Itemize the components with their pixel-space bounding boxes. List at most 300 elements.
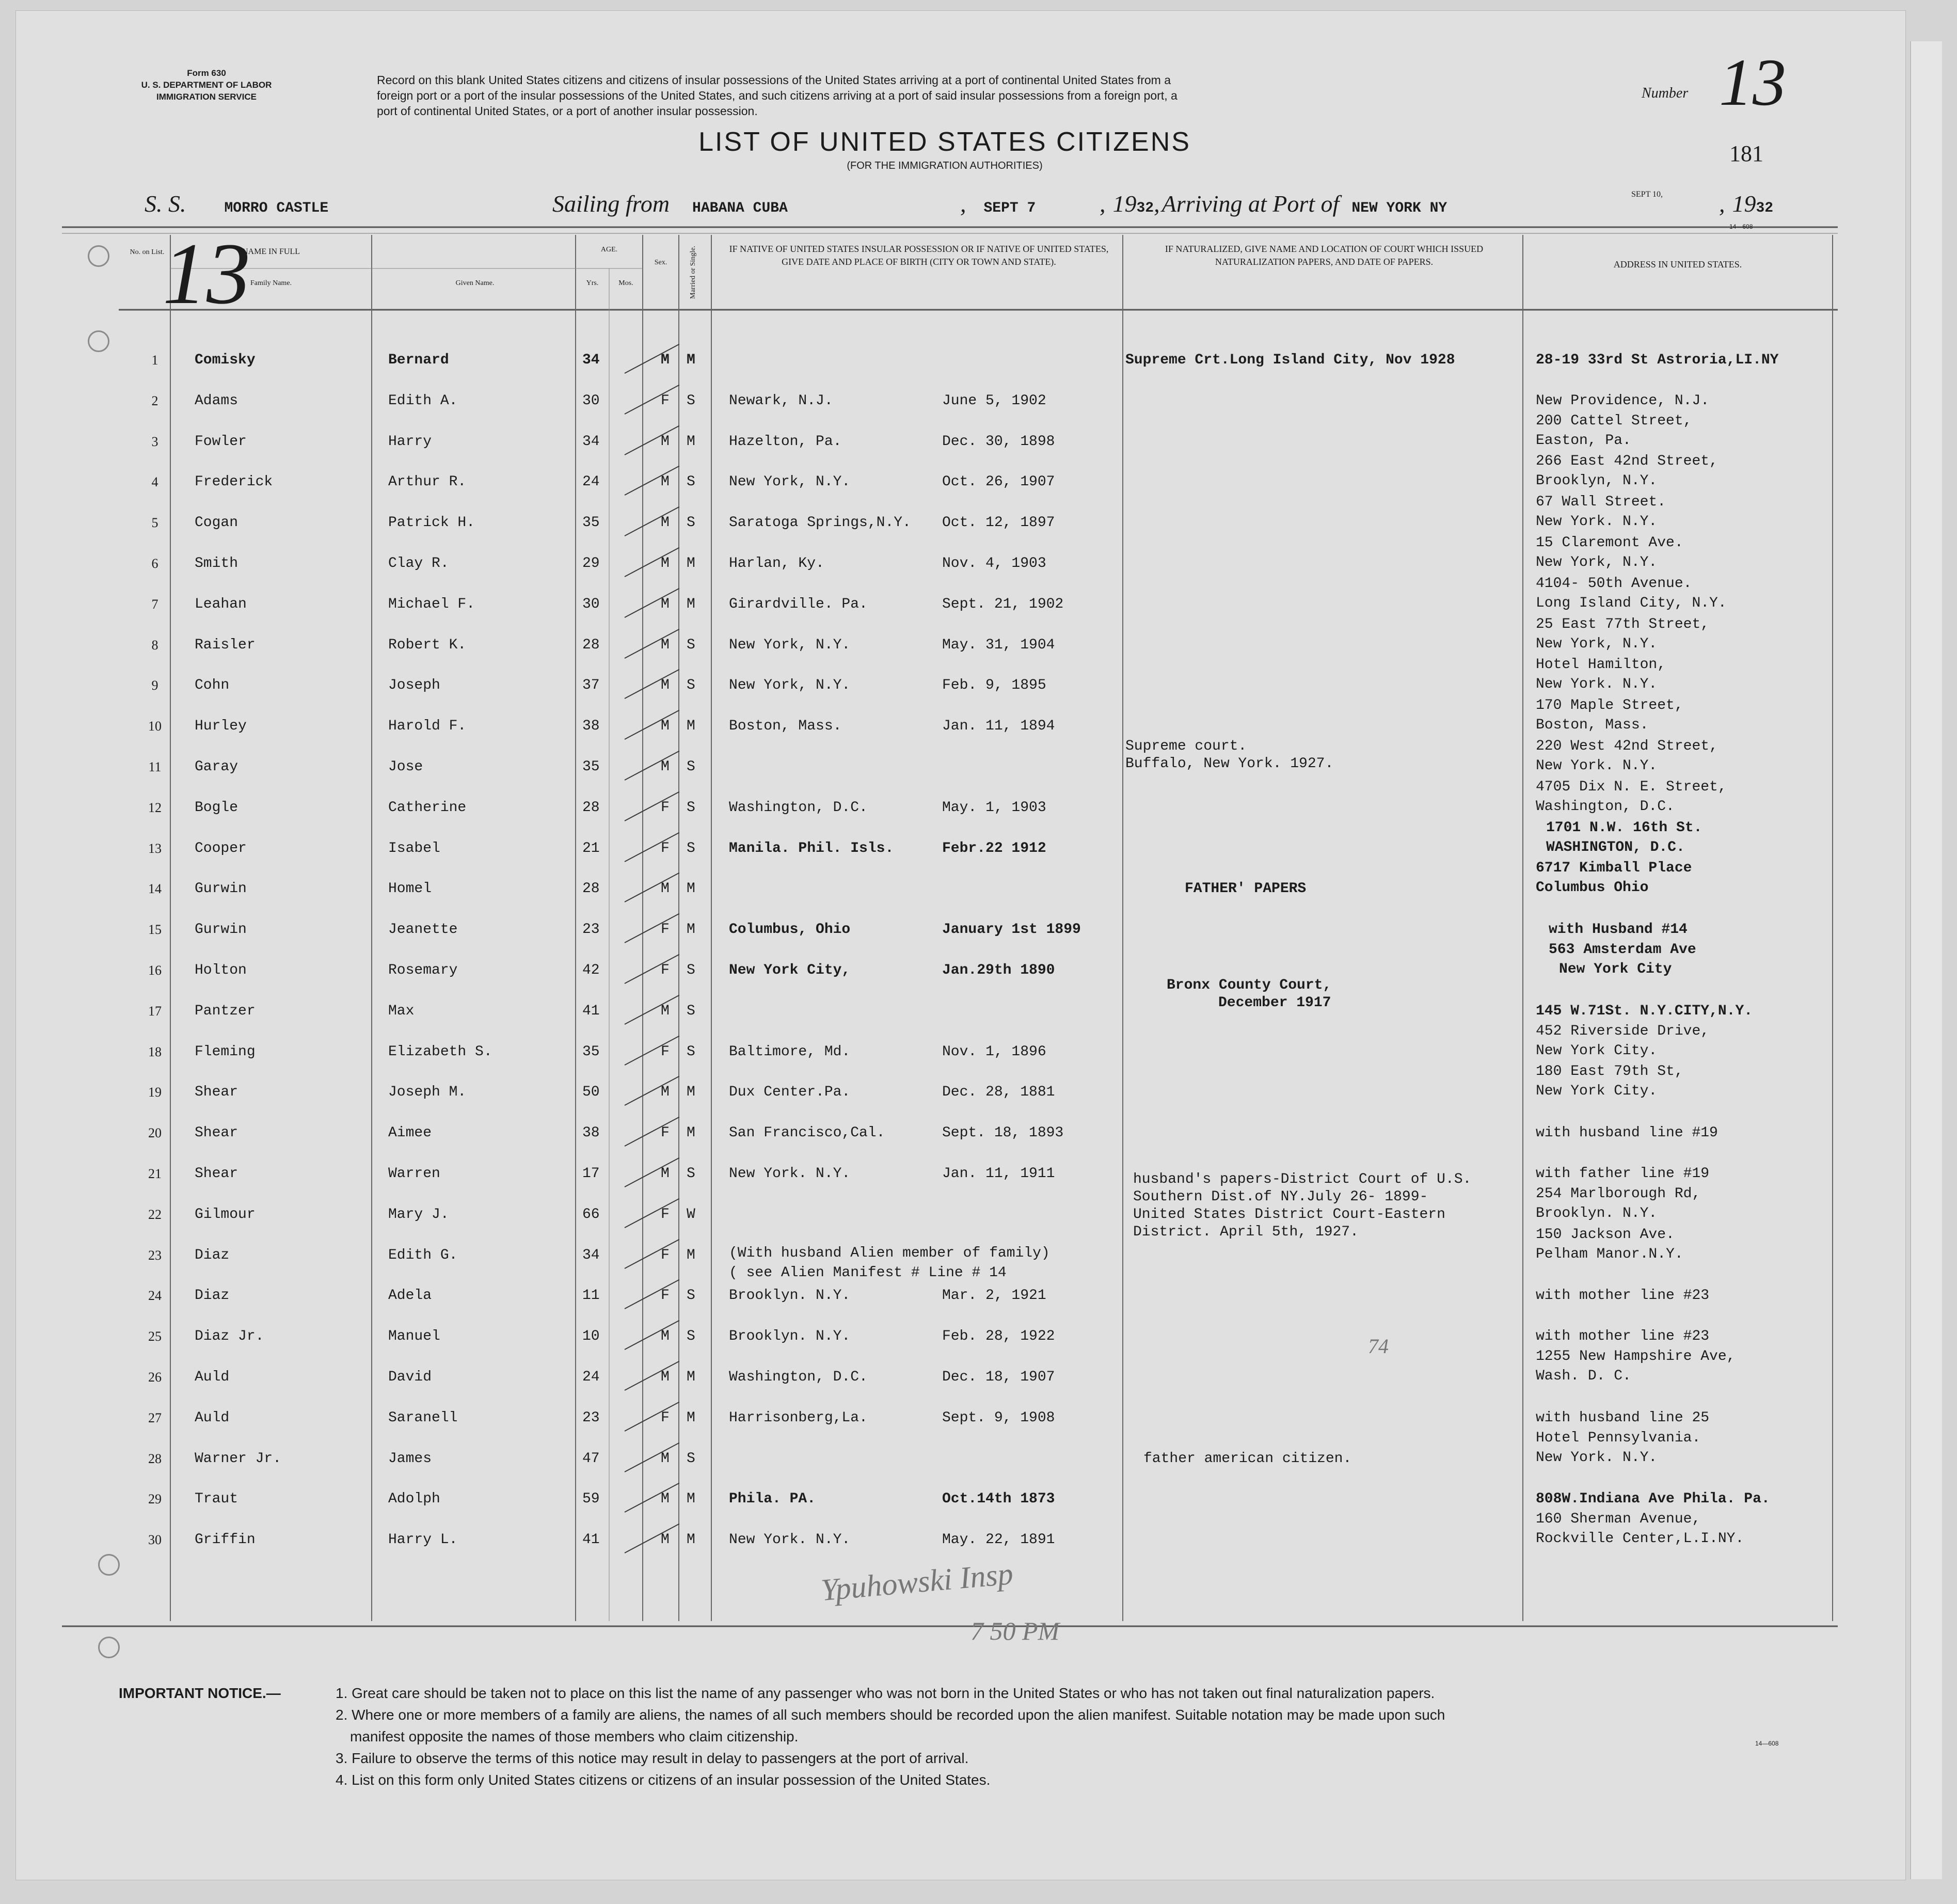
departure-date: SEPT 7 xyxy=(983,200,1036,216)
department-name: U. S. DEPARTMENT OF LABOR xyxy=(141,80,272,90)
sex-value: F xyxy=(661,1125,670,1141)
given-name: Warren xyxy=(388,1166,440,1182)
row-number: 1 xyxy=(151,353,158,368)
departure-year-group: , 1932, Arriving at Port of NEW YORK NY xyxy=(1100,191,1447,217)
family-name: Shear xyxy=(195,1166,238,1182)
address-line: New Providence, N.J. xyxy=(1536,393,1710,409)
family-name: Griffin xyxy=(195,1532,256,1548)
given-name: Patrick H. xyxy=(388,515,475,531)
row-number: 22 xyxy=(148,1207,162,1222)
header-no-on-list: No. on List. xyxy=(130,248,165,256)
naturalization-line: Buffalo, New York. 1927. xyxy=(1125,756,1334,772)
family-name: Holton xyxy=(195,962,247,978)
sex-value: M xyxy=(661,474,670,490)
address-line: New York City. xyxy=(1536,1043,1658,1059)
sex-value: M xyxy=(661,1166,670,1182)
marital-status: M xyxy=(687,434,695,450)
age-years: 21 xyxy=(582,840,600,856)
address-line: Brooklyn, N.Y. xyxy=(1536,473,1658,489)
sex-value: F xyxy=(661,1288,670,1304)
margin-note: 74 xyxy=(1368,1335,1389,1358)
birth-date: Nov. 1, 1896 xyxy=(942,1044,1046,1060)
birth-date: Sept. 9, 1908 xyxy=(942,1410,1055,1426)
birth-place: Washington, D.C. xyxy=(729,1369,868,1385)
address-line: 25 East 77th Street, xyxy=(1536,616,1710,632)
birth-place: Boston, Mass. xyxy=(729,718,842,734)
age-years: 35 xyxy=(582,1044,600,1060)
family-name: Auld xyxy=(195,1369,230,1385)
age-years: 24 xyxy=(582,474,600,490)
given-name: Joseph xyxy=(388,677,440,693)
notice-item: 4. List on this form only United States citizens or citizens of an insular possession of the United States. xyxy=(336,1772,991,1788)
birth-date: ( see Alien Manifest # Line # 14 xyxy=(729,1265,1007,1281)
marital-status: S xyxy=(687,1328,695,1344)
given-name: Michael F. xyxy=(388,596,475,612)
address-line: Hotel Pennsylvania. xyxy=(1536,1430,1701,1446)
family-name: Garay xyxy=(195,759,238,775)
intro-line: foreign port or a port of the insular possessions of the United States, and such citizens arriving at a port of said insular possessions from a foreign port, a xyxy=(377,89,1178,102)
marital-status: S xyxy=(687,677,695,693)
age-years: 23 xyxy=(582,922,600,938)
sex-value: F xyxy=(661,1410,670,1426)
given-name: Catherine xyxy=(388,800,467,816)
age-years: 28 xyxy=(582,800,600,816)
birth-place: Manila. Phil. Isls. xyxy=(729,840,894,856)
sex-value: F xyxy=(661,1247,670,1263)
age-years: 42 xyxy=(582,962,600,978)
age-years: 38 xyxy=(582,1125,600,1141)
naturalization-line: Supreme court. xyxy=(1125,738,1247,754)
row-number: 5 xyxy=(151,515,158,530)
row-number: 10 xyxy=(148,719,162,734)
family-name: Cooper xyxy=(195,840,247,856)
birth-place: San Francisco,Cal. xyxy=(729,1125,885,1141)
birth-place: Girardville. Pa. xyxy=(729,596,868,612)
sex-value: M xyxy=(661,637,670,653)
marital-status: S xyxy=(687,759,695,775)
birth-date: Feb. 28, 1922 xyxy=(942,1328,1055,1344)
marital-status: S xyxy=(687,474,695,490)
birth-date: Oct.14th 1873 xyxy=(942,1491,1055,1507)
arrival-year-prefix: 19 xyxy=(1732,191,1756,217)
address-line: 67 Wall Street. xyxy=(1536,494,1666,510)
naturalization-line: FATHER' PAPERS xyxy=(1185,881,1307,897)
notice-item: manifest opposite the names of those members who claim citizenship. xyxy=(350,1728,799,1744)
marital-status: S xyxy=(687,1003,695,1019)
marital-status: M xyxy=(687,1125,695,1141)
row-number: 13 xyxy=(148,841,162,856)
header-naturalized: IF NATURALIZED, GIVE NAME AND LOCATION OF COURT WHICH ISSUED NATURALIZATION PAPERS, AND DATE OF PAPERS. xyxy=(1165,244,1484,267)
address-line: New York. N.Y. xyxy=(1536,1450,1658,1466)
family-name: Traut xyxy=(195,1491,238,1507)
header-sex: Sex. xyxy=(654,259,667,266)
sex-value: F xyxy=(661,840,670,856)
intro-line: port of continental United States, or a port of another insular possession. xyxy=(377,104,758,118)
address-line: 563 Amsterdam Ave xyxy=(1549,942,1696,958)
birth-date: Nov. 4, 1903 xyxy=(942,556,1046,572)
row-number: 19 xyxy=(148,1085,162,1100)
family-name: Diaz xyxy=(195,1288,230,1304)
header-years: Yrs. xyxy=(586,279,599,287)
row-number: 14 xyxy=(148,881,162,896)
inspector-signature: Ypuhowski Insp xyxy=(819,1556,1014,1608)
birth-date: Sept. 21, 1902 xyxy=(942,596,1064,612)
row-number: 6 xyxy=(151,556,158,571)
age-years: 30 xyxy=(582,596,600,612)
address-line: 170 Maple Street, xyxy=(1536,697,1683,713)
given-name: Robert K. xyxy=(388,637,467,653)
birth-place: Hazelton, Pa. xyxy=(729,434,842,450)
given-name: Clay R. xyxy=(388,556,449,572)
row-number: 20 xyxy=(148,1125,162,1140)
address-line: 220 West 42nd Street, xyxy=(1536,738,1718,754)
marital-status: M xyxy=(687,922,695,938)
birth-date: Jan. 11, 1911 xyxy=(942,1166,1055,1182)
family-name: Raisler xyxy=(195,637,256,653)
marital-status: M xyxy=(687,1247,695,1263)
sex-value: M xyxy=(661,434,670,450)
age-years: 28 xyxy=(582,881,600,897)
sex-value: M xyxy=(661,596,670,612)
birth-date: Jan. 11, 1894 xyxy=(942,718,1055,734)
row-number: 29 xyxy=(148,1492,162,1506)
row-number: 3 xyxy=(151,434,158,449)
family-name: Frederick xyxy=(195,474,273,490)
row-number: 26 xyxy=(148,1370,162,1385)
sex-value: M xyxy=(661,1003,670,1019)
document-subtitle: (FOR THE IMMIGRATION AUTHORITIES) xyxy=(847,160,1043,171)
form-stamp-top: 14—608 xyxy=(1729,223,1753,230)
address-line: New York, N.Y. xyxy=(1536,636,1658,652)
marital-status: S xyxy=(687,800,695,816)
given-name: Aimee xyxy=(388,1125,432,1141)
sex-value: M xyxy=(661,352,670,368)
address-line: Long Island City, N.Y. xyxy=(1536,595,1727,611)
given-name: Harold F. xyxy=(388,718,467,734)
sex-value: F xyxy=(661,922,670,938)
family-name: Bogle xyxy=(195,800,238,816)
row-number: 2 xyxy=(151,393,158,408)
sailing-from xyxy=(552,190,788,217)
marital-status: W xyxy=(687,1207,695,1223)
header-given-name: Given Name. xyxy=(455,279,495,287)
row-number: 12 xyxy=(148,800,162,815)
departure-port: HABANA CUBA xyxy=(692,200,788,216)
ss-label: S. S. xyxy=(145,191,186,217)
sex-value: F xyxy=(661,962,670,978)
address-line: 160 Sherman Avenue, xyxy=(1536,1511,1701,1527)
sex-value: M xyxy=(661,718,670,734)
age-years: 35 xyxy=(582,759,600,775)
given-name: Arthur R. xyxy=(388,474,467,490)
number-label: Number xyxy=(1642,85,1689,101)
given-name: Max xyxy=(388,1003,415,1019)
age-years: 28 xyxy=(582,637,600,653)
address-line: WASHINGTON, D.C. xyxy=(1546,839,1685,855)
given-name: Harry L. xyxy=(388,1532,458,1548)
given-name: Isabel xyxy=(388,840,440,856)
birth-place: Brooklyn. N.Y. xyxy=(729,1328,851,1344)
family-name: Shear xyxy=(195,1125,238,1141)
arrival-year: 32 xyxy=(1756,200,1774,216)
family-name: Gilmour xyxy=(195,1207,256,1223)
address-line: 452 Riverside Drive, xyxy=(1536,1023,1710,1039)
address-line: with father line #19 xyxy=(1536,1166,1710,1182)
sex-value: M xyxy=(661,1491,670,1507)
given-name: Jose xyxy=(388,759,423,775)
age-years: 37 xyxy=(582,677,600,693)
sex-value: M xyxy=(661,759,670,775)
address-line: Wash. D. C. xyxy=(1536,1368,1631,1384)
age-years: 38 xyxy=(582,718,600,734)
family-name: Gurwin xyxy=(195,922,247,938)
address-line: 808W.Indiana Ave Phila. Pa. xyxy=(1536,1491,1770,1507)
age-years: 34 xyxy=(582,434,600,450)
address-line: Columbus Ohio xyxy=(1536,880,1649,896)
birth-place: Newark, N.J. xyxy=(729,393,833,409)
age-years: 10 xyxy=(582,1328,600,1344)
address-line: Boston, Mass. xyxy=(1536,717,1649,733)
address-line: 254 Marlborough Rd, xyxy=(1536,1186,1701,1202)
row-number: 24 xyxy=(148,1288,162,1303)
punch-hole xyxy=(98,1637,120,1658)
service-name: IMMIGRATION SERVICE xyxy=(156,92,257,102)
address-line: Pelham Manor.N.Y. xyxy=(1536,1246,1683,1262)
sex-value: M xyxy=(661,556,670,572)
departure-year-prefix: 19 xyxy=(1112,191,1137,217)
birth-place: New York City, xyxy=(729,962,851,978)
marital-status: M xyxy=(687,1532,695,1548)
row-number: 18 xyxy=(148,1044,162,1059)
row-number: 4 xyxy=(151,474,158,489)
departure-year: 32 xyxy=(1136,200,1154,216)
header-married-single: Married or Single. xyxy=(689,245,697,299)
marital-status: M xyxy=(687,352,695,368)
address-line: New York. N.Y. xyxy=(1536,676,1658,692)
birth-place: Baltimore, Md. xyxy=(729,1044,851,1060)
row-number: 30 xyxy=(148,1532,162,1547)
marital-status: M xyxy=(687,596,695,612)
birth-place: New York, N.Y. xyxy=(729,474,851,490)
departure-date-group: , SEPT 7 xyxy=(960,191,1036,217)
address-line: 28-19 33rd St Astroria,LI.NY xyxy=(1536,352,1779,368)
given-name: Harry xyxy=(388,434,432,450)
family-name: Warner Jr. xyxy=(195,1451,282,1467)
address-line: with Husband #14 xyxy=(1549,922,1688,938)
sex-value: F xyxy=(661,393,670,409)
given-name: Adolph xyxy=(388,1491,440,1507)
row-number: 15 xyxy=(148,922,162,937)
address-line: with husband line #19 xyxy=(1536,1125,1718,1141)
page-number: 181 xyxy=(1729,141,1763,166)
address-line: with mother line #23 xyxy=(1536,1328,1710,1344)
row-number: 9 xyxy=(151,678,158,693)
address-line: 15 Claremont Ave. xyxy=(1536,535,1683,551)
sailing-label: Sailing from xyxy=(552,191,670,217)
arriving-label: Arriving at Port of xyxy=(1162,191,1340,217)
address-line: 180 East 79th St, xyxy=(1536,1064,1683,1080)
given-name: Edith G. xyxy=(388,1247,458,1263)
naturalization-line: father american citizen. xyxy=(1143,1451,1352,1467)
given-name: Edith A. xyxy=(388,393,458,409)
age-years: 41 xyxy=(582,1532,600,1548)
address-line: New York, N.Y. xyxy=(1536,554,1658,570)
family-name: Auld xyxy=(195,1410,230,1426)
family-name: Diaz Jr. xyxy=(195,1328,264,1344)
naturalization-line: Supreme Crt.Long Island City, Nov 1928 xyxy=(1125,352,1455,368)
given-name: Manuel xyxy=(388,1328,440,1344)
given-name: Elizabeth S. xyxy=(388,1044,492,1060)
marital-status: S xyxy=(687,840,695,856)
given-name: Bernard xyxy=(388,352,449,368)
marital-status: S xyxy=(687,1288,695,1304)
row-number: 11 xyxy=(148,759,162,774)
family-name: Shear xyxy=(195,1084,238,1100)
intro-line: Record on this blank United States citizens and citizens of insular possessions of the United States arriving at a port of continental United States from a xyxy=(377,73,1171,87)
naturalization-line: Southern Dist.of NY.July 26- 1899- xyxy=(1133,1189,1428,1205)
age-years: 35 xyxy=(582,515,600,531)
naturalization-line: District. April 5th, 1927. xyxy=(1133,1224,1359,1240)
family-name: Diaz xyxy=(195,1247,230,1263)
sex-value: M xyxy=(661,1328,670,1344)
birth-date: Sept. 18, 1893 xyxy=(942,1125,1064,1141)
birth-date: Jan.29th 1890 xyxy=(942,962,1055,978)
voyage-line xyxy=(145,190,328,217)
birth-date: Oct. 12, 1897 xyxy=(942,515,1055,531)
naturalization-line: December 1917 xyxy=(1218,995,1331,1011)
birth-date: May. 22, 1891 xyxy=(942,1532,1055,1548)
family-name: Fleming xyxy=(195,1044,256,1060)
marital-status: S xyxy=(687,1044,695,1060)
manifest-number-handwritten: 13 xyxy=(1719,45,1786,120)
birth-place: New York, N.Y. xyxy=(729,637,851,653)
family-name: Adams xyxy=(195,393,238,409)
arrival-port: NEW YORK NY xyxy=(1351,200,1447,216)
birth-place: Harlan, Ky. xyxy=(729,556,824,572)
age-years: 17 xyxy=(582,1166,600,1182)
list-number-handwritten: 13 xyxy=(163,225,250,322)
header-months: Mos. xyxy=(618,279,633,287)
notice-item: 2. Where one or more members of a family are aliens, the names of all such members should be recorded upon the alien manifest. Suitable notation may be made upon such xyxy=(336,1707,1445,1723)
birth-place: Columbus, Ohio xyxy=(729,922,851,938)
sex-value: M xyxy=(661,1451,670,1467)
birth-date: Feb. 9, 1895 xyxy=(942,677,1046,693)
birth-date: Oct. 26, 1907 xyxy=(942,474,1055,490)
birth-place: New York. N.Y. xyxy=(729,1166,851,1182)
family-name: Cohn xyxy=(195,677,230,693)
row-number: 17 xyxy=(148,1004,162,1019)
address-line: with mother line #23 xyxy=(1536,1288,1710,1304)
given-name: Jeanette xyxy=(388,922,458,938)
marital-status: M xyxy=(687,881,695,897)
address-line: 200 Cattel Street, xyxy=(1536,413,1692,429)
birth-date: Febr.22 1912 xyxy=(942,840,1046,856)
age-years: 24 xyxy=(582,1369,600,1385)
header-name-in-full: NAME IN FULL xyxy=(242,247,300,256)
header-birth: IF NATIVE OF UNITED STATES INSULAR POSSESSION OR IF NATIVE OF UNITED STATES, GIVE DATE AND PLACE OF BIRTH (CITY OR TOWN AND STATE). xyxy=(729,244,1109,267)
family-name: Comisky xyxy=(195,352,256,368)
given-name: Mary J. xyxy=(388,1207,449,1223)
marital-status: S xyxy=(687,515,695,531)
form-number: Form 630 xyxy=(187,68,226,78)
marital-status: M xyxy=(687,1369,695,1385)
header-family-name: Family Name. xyxy=(250,279,292,287)
birth-place: Saratoga Springs,N.Y. xyxy=(729,515,911,531)
age-years: 47 xyxy=(582,1451,600,1467)
sex-value: M xyxy=(661,677,670,693)
marital-status: S xyxy=(687,1166,695,1182)
address-line: Easton, Pa. xyxy=(1536,433,1631,449)
punch-hole xyxy=(88,330,109,352)
address-line: 4104- 50th Avenue. xyxy=(1536,576,1692,592)
signature-time: 7 50 PM xyxy=(970,1616,1060,1645)
family-name: Pantzer xyxy=(195,1003,256,1019)
given-name: Joseph M. xyxy=(388,1084,467,1100)
birth-place: Phila. PA. xyxy=(729,1491,816,1507)
row-number: 23 xyxy=(148,1248,162,1263)
given-name: Homel xyxy=(388,881,432,897)
address-line: 6717 Kimball Place xyxy=(1536,860,1692,876)
row-number: 28 xyxy=(148,1451,162,1466)
row-number: 16 xyxy=(148,963,162,978)
arrival-year-group: , 1932 xyxy=(1719,191,1774,217)
address-line: Washington, D.C. xyxy=(1536,799,1675,815)
ship-name: MORRO CASTLE xyxy=(224,200,329,216)
address-line: 1701 N.W. 16th St. xyxy=(1546,820,1703,836)
marital-status: S xyxy=(687,962,695,978)
address-line: New York City xyxy=(1559,961,1672,977)
marital-status: S xyxy=(687,393,695,409)
marital-status: M xyxy=(687,1410,695,1426)
birth-place: Dux Center.Pa. xyxy=(729,1084,851,1100)
row-number: 7 xyxy=(151,597,158,612)
sex-value: M xyxy=(661,1532,670,1548)
notice-item: 1. Great care should be taken not to place on this list the name of any passenger who was not born in the United States or who has not taken out final naturalization papers. xyxy=(336,1685,1435,1701)
birth-date: May. 1, 1903 xyxy=(942,800,1046,816)
header-address: ADDRESS IN UNITED STATES. xyxy=(1613,259,1742,269)
address-line: 266 East 42nd Street, xyxy=(1536,453,1718,469)
marital-status: M xyxy=(687,718,695,734)
address-line: Rockville Center,L.I.NY. xyxy=(1536,1531,1744,1547)
age-years: 34 xyxy=(582,1247,600,1263)
marital-status: M xyxy=(687,556,695,572)
address-line: 1255 New Hampshire Ave, xyxy=(1536,1348,1736,1364)
address-line: 4705 Dix N. E. Street, xyxy=(1536,779,1727,795)
marital-status: M xyxy=(687,1084,695,1100)
birth-date: Mar. 2, 1921 xyxy=(942,1288,1046,1304)
sex-value: M xyxy=(661,1369,670,1385)
row-number: 21 xyxy=(148,1166,162,1181)
notice-item: 3. Failure to observe the terms of this notice may result in delay to passengers at the port of arrival. xyxy=(336,1750,969,1766)
naturalization-line: Bronx County Court, xyxy=(1167,977,1332,993)
age-years: 23 xyxy=(582,1410,600,1426)
birth-date: Dec. 28, 1881 xyxy=(942,1084,1055,1100)
given-name: Saranell xyxy=(388,1410,458,1426)
birth-place: Washington, D.C. xyxy=(729,800,868,816)
age-years: 30 xyxy=(582,393,600,409)
birth-date: June 5, 1902 xyxy=(942,393,1046,409)
sex-value: M xyxy=(661,881,670,897)
notice-heading: IMPORTANT NOTICE.— xyxy=(119,1685,281,1701)
naturalization-line: husband's papers-District Court of U.S. xyxy=(1133,1171,1472,1187)
family-name: Fowler xyxy=(195,434,247,450)
birth-place: New York, N.Y. xyxy=(729,677,851,693)
birth-date: January 1st 1899 xyxy=(942,922,1081,938)
marital-status: S xyxy=(687,1451,695,1467)
address-line: 145 W.71St. N.Y.CITY,N.Y. xyxy=(1536,1003,1753,1019)
form-stamp-bottom: 14—608 xyxy=(1755,1740,1779,1747)
arrival-date: SEPT 10, xyxy=(1631,190,1663,199)
